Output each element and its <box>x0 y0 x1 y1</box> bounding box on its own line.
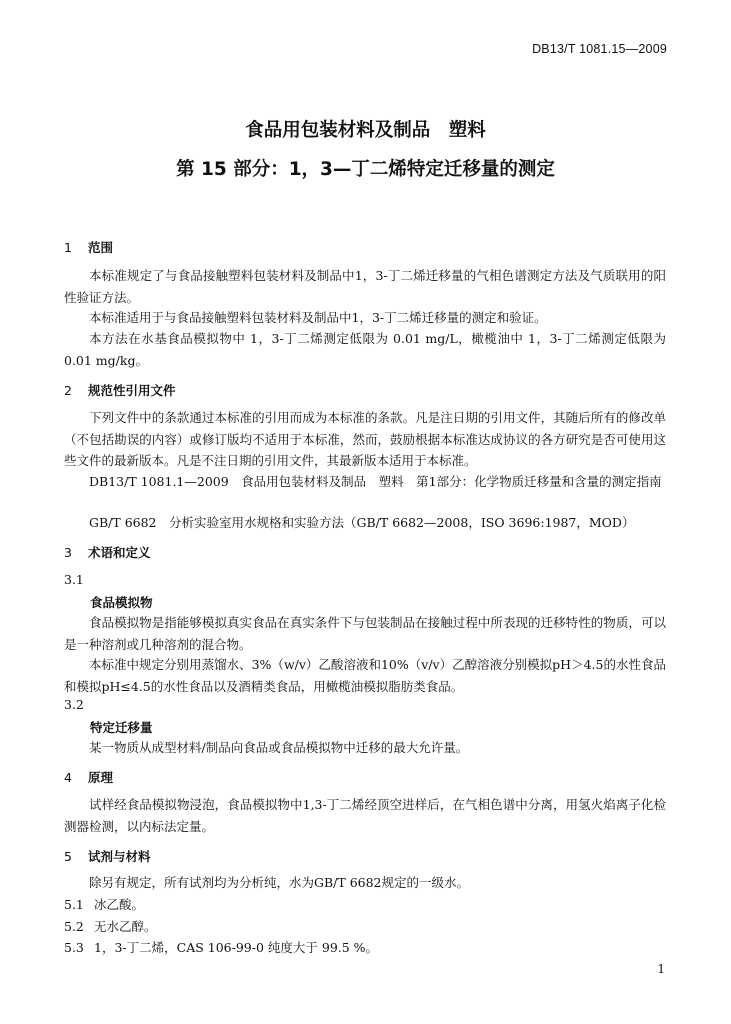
item-text: 无水乙醇。 <box>94 919 157 934</box>
section-number: 4 <box>64 770 72 785</box>
section-2-paragraph-1: 下列文件中的条款通过本标准的引用而成为本标准的条款。凡是注日期的引用文件，其随后所有的修改单（不包括勘误的内容）或修订版均不适用于本标准，然而，鼓励根据本标准达成协议的各方研究是否可使用这些文件的最新版本。凡是不注日期的引用文件，其最新版本适用于本标准。 <box>64 410 666 468</box>
section-1-heading <box>64 238 113 256</box>
section-number: 5 <box>64 849 72 864</box>
item-text: 1，3-丁二烯，CAS 106-99-0 纯度大于 99.5 %。 <box>94 940 379 955</box>
section-5-heading <box>64 847 151 865</box>
section-5-paragraph-1: 除另有规定，所有试剂均为分析纯，水为GB/T 6682规定的一级水。 <box>89 875 470 890</box>
section-1-paragraph-3: 本方法在水基食品模拟物中 1，3-丁二烯测定低限为 0.01 mg/L，橄榄油中 1，3-丁二烯测定低限为0.01 mg/kg。 <box>64 331 666 368</box>
item-number: 5.3 <box>64 940 84 955</box>
subsection-3-1-paragraph-1: 食品模拟物是指能够模拟真实食品在真实条件下与包装制品在接触过程中所表现的迁移特性的物质，可以是一种溶剂或几种溶剂的混合物。 <box>64 615 666 652</box>
subsection-3-1-paragraph-2: 本标准中规定分别用蒸馏水、3%（w/v）乙酸溶液和10%（v/v）乙醇溶液分别模拟pH＞4.5的水性食品和模拟pH≤4.5的水性食品以及酒精类食品，用橄榄油模拟脂肪类食品。 <box>64 657 666 694</box>
section-title: 范围 <box>88 240 114 255</box>
section-2-heading <box>64 381 176 399</box>
term-food-simulant: 食品模拟物 <box>90 595 153 610</box>
term-specific-migration: 特定迁移量 <box>90 720 153 735</box>
list-item <box>64 938 378 956</box>
section-2-reference-1: DB13/T 1081.1—2009 食品用包装材料及制品 塑料 第1部分：化学物质迁移量和含量的测定指南 <box>89 474 662 489</box>
title-line-1: 食品用包装材料及制品 塑料 <box>245 120 486 141</box>
section-4-heading <box>64 768 113 786</box>
section-1-paragraph-2: 本标准适用于与食品接触塑料包装材料及制品中1，3-丁二烯迁移量的测定和验证。 <box>89 310 547 325</box>
item-text: 冰乙酸。 <box>94 897 145 912</box>
title-line-2: 第 15 部分：1，3—丁二烯特定迁移量的测定 <box>176 159 555 180</box>
section-title: 试剂与材料 <box>88 849 151 864</box>
list-item <box>64 895 144 913</box>
section-4-paragraph-1: 试样经食品模拟物浸泡，食品模拟物中1,3-丁二烯经顶空进样后，在气相色谱中分离，用氢火焰离子化检测器检测，以内标法定量。 <box>64 797 666 834</box>
subsection-3-2-number: 3.2 <box>64 697 84 712</box>
subsection-3-2-paragraph-1: 某一物质从成型材料/制品向食品或食品模拟物中迁移的最大允许量。 <box>89 740 469 755</box>
page-number: 1 <box>657 962 665 976</box>
section-number: 3 <box>64 545 72 560</box>
item-number: 5.1 <box>64 897 84 912</box>
section-title: 术语和定义 <box>88 545 151 560</box>
section-title: 原理 <box>88 770 114 785</box>
section-number: 2 <box>64 383 72 398</box>
document-code: DB13/T 1081.15—2009 <box>532 42 667 56</box>
section-1-paragraph-1: 本标准规定了与食品接触塑料包装材料及制品中1，3-丁二烯迁移量的气相色谱测定方法及气质联用的阳性验证方法。 <box>64 268 666 305</box>
section-number: 1 <box>64 240 72 255</box>
item-number: 5.2 <box>64 919 84 934</box>
list-item <box>64 917 157 935</box>
section-3-heading <box>64 543 151 561</box>
section-2-reference-2: GB/T 6682 分析实验室用水规格和实验方法（GB/T 6682—2008，ISO 3696:1987，MOD） <box>89 515 635 530</box>
subsection-3-1-number: 3.1 <box>64 572 84 587</box>
section-title: 规范性引用文件 <box>88 383 176 398</box>
